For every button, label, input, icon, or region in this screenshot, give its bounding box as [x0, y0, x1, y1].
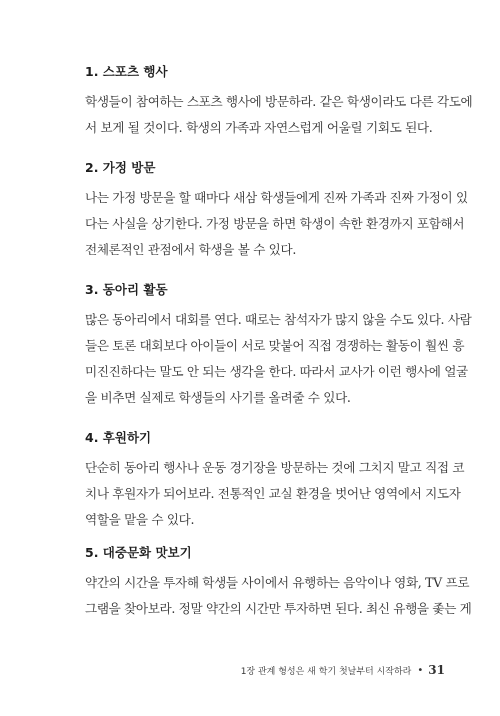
page-footer	[241, 663, 445, 677]
page-number: 31	[428, 663, 445, 677]
section-sponsoring	[85, 430, 465, 533]
body-line: 학생들이 참여하는 스포츠 행사에 방문하라. 같은 학생이라도 다른 각도에	[85, 94, 473, 109]
body-line: 많은 동아리에서 대회를 연다. 때로는 참석자가 많지 않을 수도 있다. 사람	[85, 312, 472, 327]
section-body	[85, 570, 472, 622]
body-line: 서 보게 될 것이다. 학생의 가족과 자연스럽게 어울릴 기회도 된다.	[85, 120, 433, 135]
body-line: 단순히 동아리 행사나 운동 경기장을 방문하는 것에 그치지 말고 직접 코	[85, 460, 465, 475]
section-heading: 1. 스포츠 행사	[85, 64, 168, 79]
body-line: 다는 사실을 상기한다. 가정 방문을 하면 학생이 속한 환경까지 포함해서	[85, 216, 465, 231]
section-heading: 3. 동아리 활동	[85, 282, 168, 297]
section-home-visit	[85, 160, 468, 263]
section-body	[85, 307, 472, 411]
body-line: 치나 후원자가 되어보라. 전통적인 교실 환경을 벗어난 영역에서 지도자	[85, 486, 461, 501]
body-line: 을 비추면 실제로 학생들의 사기를 올려줄 수 있다.	[85, 390, 351, 405]
section-sports-event	[85, 64, 473, 141]
body-line: 약간의 시간을 투자해 학생들 사이에서 유행하는 음악이나 영화, TV 프로	[85, 575, 470, 590]
running-chapter-title: 1장 관계 형성은 새 학기 첫날부터 시작하라	[240, 666, 412, 677]
section-body	[85, 455, 465, 533]
section-heading: 2. 가정 방문	[85, 160, 156, 175]
body-line: 미진진하다는 말도 안 되는 생각을 한다. 따라서 교사가 이런 행사에 얼굴	[85, 364, 468, 379]
section-club-activity	[85, 282, 472, 411]
body-line: 나는 가정 방문을 할 때마다 새삼 학생들에게 진짜 가족과 진짜 가정이 있	[85, 190, 468, 205]
body-line: 들은 토론 대회보다 아이들이 서로 맞붙어 직접 경쟁하는 활동이 훨씬 흥	[85, 338, 465, 353]
body-line: 전체론적인 관점에서 학생을 볼 수 있다.	[85, 242, 296, 257]
section-heading: 5. 대중문화 맛보기	[85, 545, 192, 560]
body-line: 그램을 찾아보라. 정말 약간의 시간만 투자하면 된다. 최신 유행을 좇는 게	[85, 601, 472, 616]
section-body	[85, 89, 473, 141]
body-line: 역할을 맡을 수 있다.	[85, 512, 195, 527]
section-heading: 4. 후원하기	[85, 430, 152, 445]
section-body	[85, 185, 468, 263]
section-pop-culture	[85, 545, 472, 622]
bullet-separator: •	[417, 664, 424, 676]
